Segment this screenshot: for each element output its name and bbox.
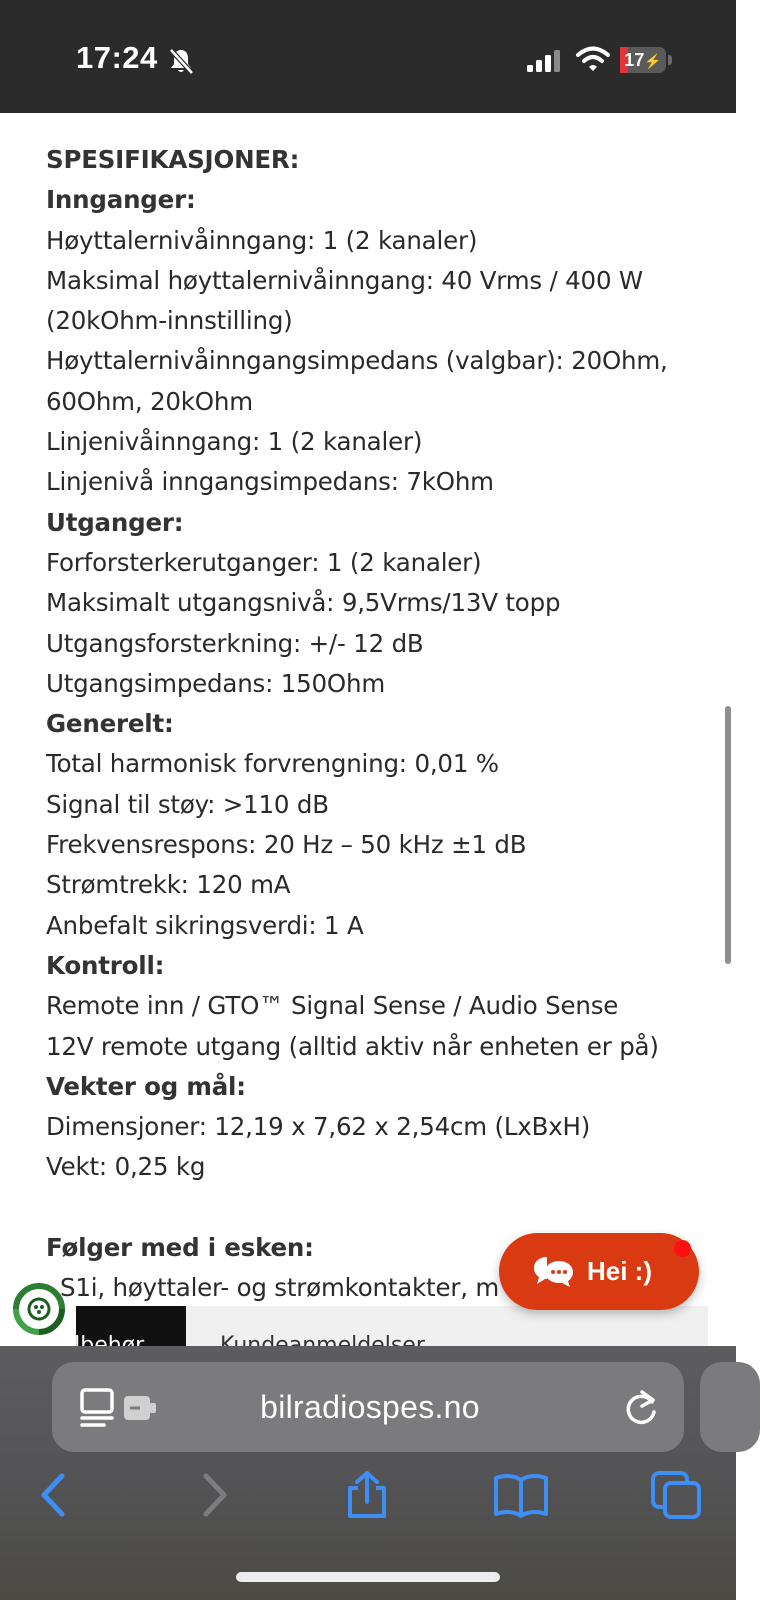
spec-item: Maksimal høyttalernivåinngang: 40 Vrms / 400 W xyxy=(46,265,643,295)
tab-accessories[interactable] xyxy=(76,1306,186,1346)
spec-item: Linjenivåinngang: 1 (2 kanaler) xyxy=(46,427,423,457)
spec-item: Vekt: 0,25 kg xyxy=(46,1152,206,1182)
spec-item: Remote inn / GTO™ Signal Sense / Audio Sense xyxy=(46,991,619,1021)
url-text[interactable]: bilradiospes.no xyxy=(260,1389,480,1425)
spec-item: Dimensjoner: 12,19 x 7,62 x 2,54cm (LxBxH) xyxy=(46,1112,591,1142)
chat-button[interactable] xyxy=(499,1233,699,1310)
chat-label: Hei :) xyxy=(587,1256,652,1286)
reload-icon[interactable] xyxy=(622,1388,660,1428)
status-time: 17:24 xyxy=(76,40,158,75)
back-icon[interactable] xyxy=(34,1470,74,1520)
spec-heading: SPESIFIKASJONER: xyxy=(46,145,300,174)
battery-body xyxy=(620,47,666,73)
tabs-icon[interactable] xyxy=(650,1470,704,1520)
spec-item: Frekvensrespons: 20 Hz – 50 kHz ±1 dB xyxy=(46,830,527,860)
spec-item: 60Ohm, 20kOhm xyxy=(46,386,253,416)
wifi-icon xyxy=(576,46,610,72)
box-contents-heading: Følger med i esken: xyxy=(46,1232,314,1262)
eco-badge-icon[interactable] xyxy=(12,1282,66,1336)
spec-item: (20kOhm-innstilling) xyxy=(46,306,293,336)
spec-item: Linjenivå inngangsimpedans: 7kOhm xyxy=(46,467,494,497)
spec-item: Signal til støy: >110 dB xyxy=(46,789,329,819)
battery-icon xyxy=(620,47,672,73)
spec-item: Strømtrekk: 120 mA xyxy=(46,870,291,900)
control-heading: Kontroll: xyxy=(46,950,165,980)
tab-reviews[interactable] xyxy=(220,1306,425,1346)
spec-item: Forforsterkerutganger: 1 (2 kanaler) xyxy=(46,547,482,577)
bookmarks-icon[interactable] xyxy=(492,1470,550,1520)
spec-item: Utgangsforsterkning: +/- 12 dB xyxy=(46,628,424,658)
next-tab-preview[interactable] xyxy=(700,1362,760,1452)
spacer xyxy=(46,1188,706,1228)
weight-heading: Vekter og mål: xyxy=(46,1071,246,1101)
product-spec-content xyxy=(46,140,706,1308)
forward-icon[interactable] xyxy=(194,1470,234,1520)
scroll-indicator[interactable] xyxy=(725,706,731,964)
share-icon[interactable] xyxy=(342,1470,392,1520)
battery-percent: 17⚡ xyxy=(624,50,662,70)
home-indicator[interactable] xyxy=(236,1572,500,1582)
inputs-heading: Innganger: xyxy=(46,185,196,215)
spec-item: Utgangsimpedans: 150Ohm xyxy=(46,668,385,698)
spec-item: Høyttalernivåinngang: 1 (2 kanaler) xyxy=(46,225,478,255)
bell-slash-icon xyxy=(166,46,196,76)
reader-mode-icon[interactable] xyxy=(80,1388,160,1428)
box-contents-text: S1i, høyttaler- og strømkontakter, m xyxy=(60,1273,500,1303)
spec-item: Anbefalt sikringsverdi: 1 A xyxy=(46,910,364,940)
signal-icon xyxy=(527,50,563,72)
spec-item: Total harmonisk forvrengning: 0,01 % xyxy=(46,749,499,779)
chat-notification-dot xyxy=(674,1240,691,1257)
product-tabs xyxy=(76,1306,708,1346)
spec-item: 12V remote utgang (alltid aktiv når enheten er på) xyxy=(46,1031,659,1061)
general-heading: Generelt: xyxy=(46,709,174,739)
chat-bubbles-icon xyxy=(533,1255,575,1289)
spec-item: Høyttalernivåinngangsimpedans (valgbar): 20Ohm, xyxy=(46,346,668,376)
outputs-heading: Utganger: xyxy=(46,507,184,537)
status-bar xyxy=(0,0,736,113)
spec-item: Maksimalt utgangsnivå: 9,5Vrms/13V topp xyxy=(46,588,561,618)
battery-tip xyxy=(668,55,672,65)
